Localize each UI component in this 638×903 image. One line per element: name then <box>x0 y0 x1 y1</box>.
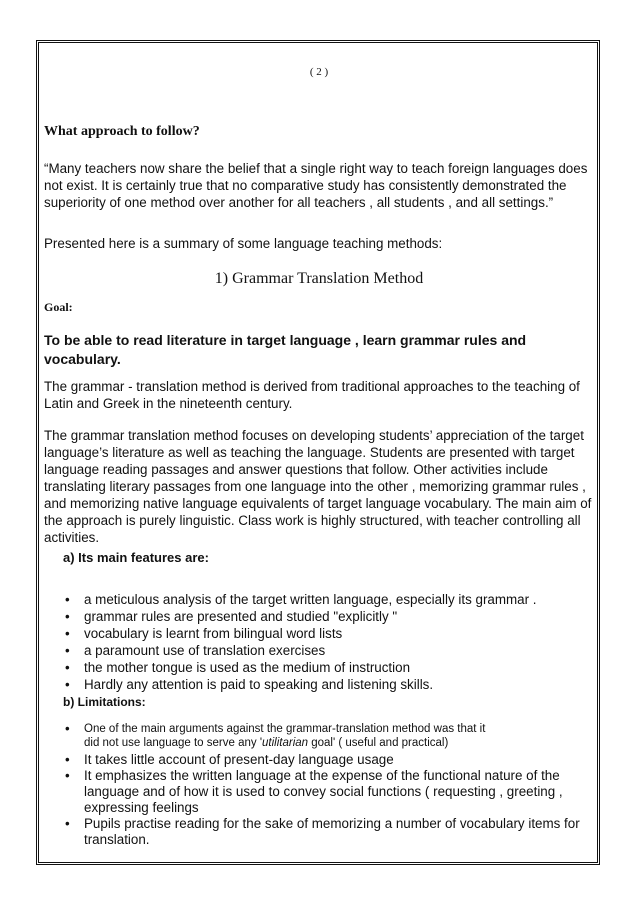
limitations-heading: b) Limitations: <box>63 695 146 709</box>
limitation-italic-word: utilitarian <box>262 737 309 749</box>
list-item: • It emphasizes the written language at the expense of the functional nature of the language and of how it is used to convey social functions ( requesting , greeting , expressing feelings <box>63 768 593 816</box>
limitation-line-1: One of the main arguments against the grammar-translation method was that it <box>84 723 486 735</box>
limitation-line-2-start: did not use language to serve any ' <box>84 737 263 749</box>
list-item: • It takes little account of present-day language usage <box>63 752 593 768</box>
list-item: • the mother tongue is used as the medium of instruction <box>63 659 583 676</box>
list-item: • grammar rules are presented and studied "explicitly " <box>63 608 583 625</box>
list-item: • Pupils practise reading for the sake of memorizing a number of vocabulary items for translation. <box>63 816 593 848</box>
method-title: 1) Grammar Translation Method <box>214 270 424 287</box>
list-item: • a paramount use of translation exercises <box>63 642 583 659</box>
quote-paragraph: “Many teachers now share the belief that a single right way to teach foreign languages does not exist. It is certainly true that no comparative study has consistently demonstrated the superiority of one method over another for all teachers , all students , and all settings.” <box>44 161 588 210</box>
focus-paragraph: The grammar translation method focuses on developing students’ appreciation of the target language’s literature as well as teaching the language. Students are presented with target language reading passages and answer questions that follow. Other activities include translating literary passages from one language into the other , memorizing grammar rules , and memorizing native language equivalents of target language vocabulary. The main aim of the approach is purely linguistic. Class work is highly structured, with teacher controlling all activities. <box>44 428 592 545</box>
page-number: ( 2 ) <box>309 66 329 78</box>
goal-label: Goal: <box>44 300 73 314</box>
list-item: • Hardly any attention is paid to speaking and listening skills. <box>63 676 583 693</box>
limitation-line-2-end: goal' ( useful and practical) <box>308 737 449 749</box>
goal-text: To be able to read literature in target language , learn grammar rules and vocabulary. <box>44 332 527 367</box>
list-item <box>63 722 593 750</box>
list-item: • a meticulous analysis of the target written language, especially its grammar . <box>63 591 583 608</box>
section-heading-approach: What approach to follow? <box>44 124 200 139</box>
list-item: • vocabulary is learnt from bilingual word lists <box>63 625 583 642</box>
origin-paragraph: The grammar - translation method is derived from traditional approaches to the teaching of Latin and Greek in the nineteenth century. <box>44 379 580 411</box>
features-list <box>63 591 583 693</box>
features-heading: a) Its main features are: <box>63 550 209 565</box>
summary-intro: Presented here is a summary of some language teaching methods: <box>44 236 443 251</box>
limitations-list <box>63 722 593 848</box>
